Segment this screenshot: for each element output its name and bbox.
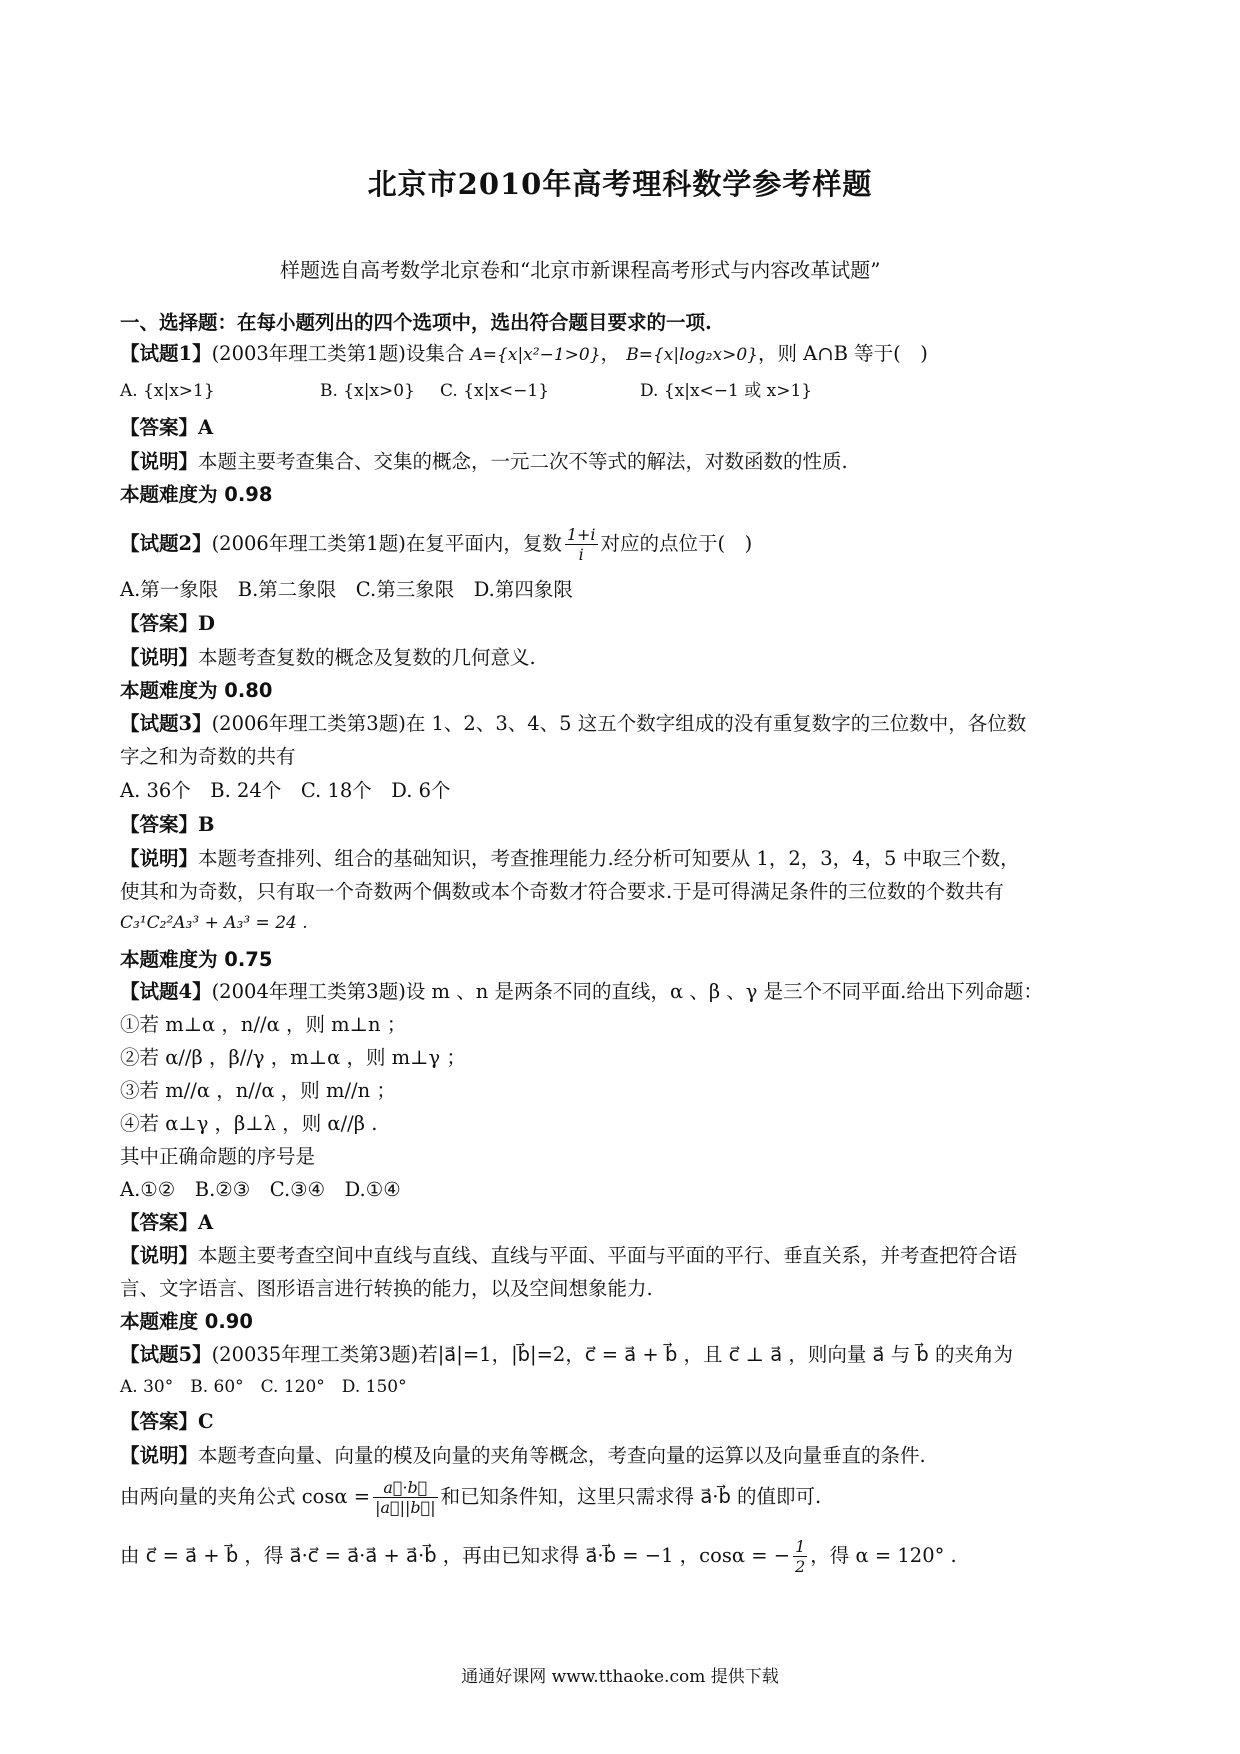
q4-answer-value: A	[198, 1211, 214, 1234]
q3-stem-line2: 字之和为奇数的共有	[120, 745, 296, 768]
q5-expl2-num: 1	[795, 1537, 806, 1556]
q2-answer-label: 【答案】	[120, 612, 199, 635]
q5-explanation-2	[120, 1537, 957, 1576]
q3-label: 【试题3】	[120, 712, 212, 735]
q1-option-a: A. {x|x>1}	[120, 381, 215, 401]
q1-stem	[120, 342, 928, 365]
page-title: 北京市2010年高考理科数学参考样题	[367, 167, 873, 201]
q1-label: 【试题1】	[120, 342, 212, 365]
q3-stem-line1	[120, 712, 1026, 735]
q1-note-label: 【说明】	[120, 450, 199, 473]
q5-answer	[120, 1410, 214, 1433]
q4-options: A.①② B.②③ C.③④ D.①④	[120, 1178, 401, 1201]
q4-note-line1	[120, 1244, 1017, 1267]
q4-difficulty: 本题难度 0.90	[120, 1310, 253, 1333]
q3-difficulty: 本题难度为 0.75	[120, 948, 273, 971]
q5-expl2-fraction	[793, 1537, 807, 1576]
q2-answer	[120, 612, 215, 635]
page-subtitle: 样题选自高考数学北京卷和“北京市新课程高考形式与内容改革试题”	[280, 258, 881, 282]
q3-note-line2: 使其和为奇数，只有取一个奇数两个偶数或本个奇数才符合要求.于是可得满足条件的三位数的个数共有	[120, 880, 1004, 903]
q4-proposition-4: ④若 α⊥γ ，β⊥λ ，则 α//β .	[120, 1112, 378, 1135]
q4-proposition-3: ③若 m//α ，n//α ，则 m//n ；	[120, 1079, 396, 1102]
q1-options	[120, 381, 812, 401]
q5-label: 【试题5】	[120, 1343, 212, 1366]
q5-expl1-num: a⃗·b⃗	[373, 1478, 438, 1498]
q3-note-formula: C₃¹C₂²A₃³ + A₃³ = 24 .	[120, 913, 308, 933]
q4-note-label: 【说明】	[120, 1244, 199, 1267]
section-heading-text: 一、选择题：在每小题列出的四个选项中，选出符合题目要求的一项.	[120, 311, 712, 334]
q2-stem	[120, 525, 752, 564]
q1-set-b: B={x|log₂x>0}	[626, 345, 758, 365]
q5-expl1-pre: 由两向量的夹角公式 cosα =	[120, 1485, 371, 1509]
q4-note-line2: 言、文字语言、图形语言进行转换的能力，以及空间想象能力.	[120, 1277, 653, 1300]
q2-fraction-den: i	[578, 545, 584, 565]
q3-options: A. 36个 B. 24个 C. 18个 D. 6个	[120, 779, 451, 802]
q5-expl1-fraction	[373, 1478, 438, 1517]
q2-note	[120, 646, 536, 669]
q2-note-label: 【说明】	[120, 646, 199, 669]
q5-explanation-1	[120, 1478, 821, 1517]
q4-label: 【试题4】	[120, 980, 212, 1003]
q1-ask: ，则 A∩B 等于( )	[757, 342, 928, 365]
q2-answer-value: D	[198, 612, 215, 635]
q4-proposition-2: ②若 α//β ，β//γ ，m⊥α ，则 m⊥γ ；	[120, 1046, 466, 1069]
q1-note	[120, 450, 848, 473]
q3-answer	[120, 813, 215, 836]
q1-set-a: A={x|x²−1>0}	[470, 345, 601, 365]
q3-note-label: 【说明】	[120, 847, 199, 870]
q5-answer-value: C	[198, 1410, 214, 1433]
q2-fraction-num: 1+i	[566, 525, 596, 544]
q2-fraction	[565, 525, 598, 564]
q2-options: A.第一象限 B.第二象限 C.第三象限 D.第四象限	[120, 578, 573, 601]
q1-option-c: C. {x|x<−1}	[440, 381, 550, 401]
q1-option-d: D. {x|x<−1 或 x>1}	[640, 381, 813, 401]
q1-difficulty: 本题难度为 0.98	[120, 483, 273, 506]
q3-note1: 本题考查排列、组合的基础知识，考查推理能力.经分析可知要从 1，2，3，4，5 中取三个数，	[198, 847, 1020, 870]
q3-answer-label: 【答案】	[120, 813, 199, 836]
q1-sep: ，	[600, 342, 621, 365]
q5-answer-label: 【答案】	[120, 1410, 199, 1433]
q5-stem	[120, 1343, 1013, 1366]
q5-note-label: 【说明】	[120, 1444, 199, 1467]
q2-text: (2006年理工类第1题)在复平面内，复数	[211, 532, 562, 556]
q5-options: A. 30° B. 60° C. 120° D. 150°	[120, 1377, 407, 1397]
q1-note-text: 本题主要考查集合、交集的概念，一元二次不等式的解法，对数函数的性质.	[198, 450, 848, 473]
q2-difficulty: 本题难度为 0.80	[120, 679, 273, 702]
q4-answer	[120, 1211, 213, 1234]
q4-answer-label: 【答案】	[120, 1211, 199, 1234]
q5-expl1-den: |a⃗||b⃗|	[375, 1498, 436, 1518]
q4-text: (2004年理工类第3题)设 m 、n 是两条不同的直线，α 、β 、γ 是三个不同平面.给出下列命题：	[211, 980, 1043, 1003]
page-footer: 通通好课网 www.tthaoke.com 提供下载	[461, 1667, 779, 1687]
q1-answer-value: A	[198, 416, 214, 439]
q3-text1: (2006年理工类第3题)在 1、2、3、4、5 这五个数字组成的没有重复数字的三位数中，各位数	[211, 712, 1027, 735]
q5-note	[120, 1444, 926, 1467]
q4-note1: 本题主要考查空间中直线与直线、直线与平面、平面与平面的平行、垂直关系，并考查把符合语	[198, 1244, 1018, 1267]
q4-stem	[120, 980, 1043, 1003]
q5-expl2-post: ，得 α = 120° .	[810, 1544, 957, 1568]
q1-text: (2003年理工类第1题)设集合	[211, 342, 465, 365]
q3-answer-value: B	[198, 813, 215, 836]
q4-ask: 其中正确命题的序号是	[120, 1145, 316, 1168]
q4-proposition-1: ①若 m⊥α ，n//α ，则 m⊥n ；	[120, 1013, 407, 1036]
q1-answer-label: 【答案】	[120, 416, 199, 439]
section-heading	[120, 311, 712, 334]
q3-note-line1	[120, 847, 1020, 870]
q5-text: (20035年理工类第3题)若|a⃗|=1，|b⃗|=2，c⃗ = a⃗ + b⃗ ，且 c⃗ ⊥ a⃗ ，则向量 a⃗ 与 b⃗ 的夹角为	[211, 1343, 1013, 1366]
q2-note-text: 本题考查复数的概念及复数的几何意义.	[198, 646, 536, 669]
q5-expl2-pre: 由 c⃗ = a⃗ + b⃗ ，得 a⃗·c⃗ = a⃗·a⃗ + a⃗·b⃗ ，再由已知求得 a⃗·b⃗ = −1 ，cosα = −	[120, 1544, 791, 1568]
q2-label: 【试题2】	[120, 532, 212, 556]
q1-answer	[120, 416, 213, 439]
q5-note-text: 本题考查向量、向量的模及向量的夹角等概念，考查向量的运算以及向量垂直的条件.	[198, 1444, 926, 1467]
q5-expl2-den: 2	[795, 1557, 806, 1577]
q2-ask: 对应的点位于( )	[600, 532, 753, 556]
q1-option-b: B. {x|x>0}	[320, 381, 415, 401]
q5-expl1-post: 和已知条件知，这里只需求得 a⃗·b⃗ 的值即可.	[440, 1485, 822, 1509]
